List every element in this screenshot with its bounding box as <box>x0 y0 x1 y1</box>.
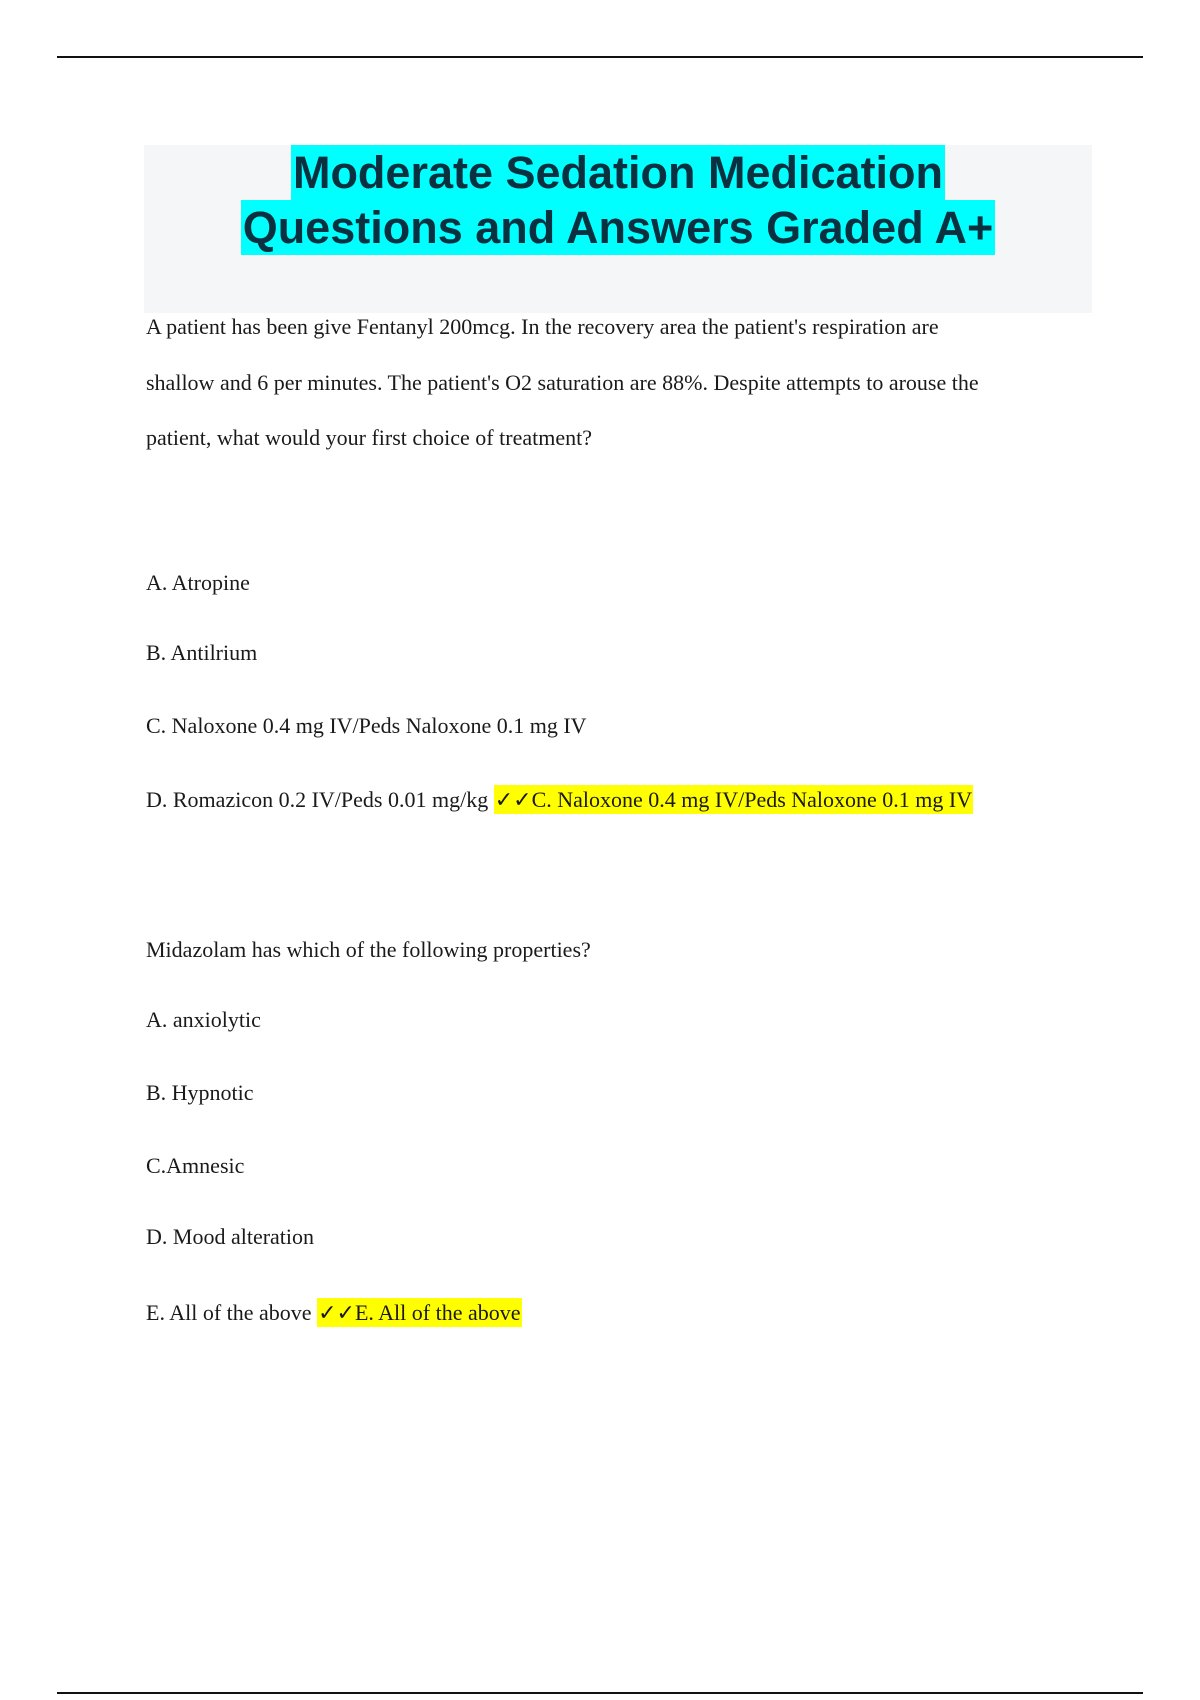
question-1-answer: ✓✓C. Naloxone 0.4 mg IV/Peds Naloxone 0.1 mg IV <box>494 787 973 812</box>
top-rule <box>57 56 1143 58</box>
bottom-rule <box>57 1692 1143 1694</box>
title-line-2: Questions and Answers Graded A+ <box>242 202 994 253</box>
document-title <box>144 145 1092 255</box>
question-2-text: Midazolam has which of the following properties? <box>146 937 591 962</box>
title-line-1: Moderate Sedation Medication <box>292 147 944 198</box>
question-1-line-1: A patient has been give Fentanyl 200mcg. In the recovery area the patient's respiration are <box>146 314 939 339</box>
question-1-option-c: C. Naloxone 0.4 mg IV/Peds Naloxone 0.1 mg IV <box>146 713 587 738</box>
question-2-option-b: B. Hypnotic <box>146 1080 254 1105</box>
question-2-answer: ✓✓E. All of the above <box>318 1300 521 1325</box>
question-1-option-d-row <box>146 787 973 813</box>
question-2-option-e-row <box>146 1300 522 1326</box>
question-1-option-b: B. Antilrium <box>146 640 258 665</box>
question-1-option-d: D. Romazicon 0.2 IV/Peds 0.01 mg/kg <box>146 787 489 812</box>
question-1-option-a: A. Atropine <box>146 570 250 595</box>
question-1-line-2: shallow and 6 per minutes. The patient's O2 saturation are 88%. Despite attempts to arouse the <box>146 370 979 395</box>
question-2-option-c: C.Amnesic <box>146 1153 245 1178</box>
question-2-option-a: A. anxiolytic <box>146 1007 261 1032</box>
question-2-option-d: D. Mood alteration <box>146 1224 315 1249</box>
question-2-option-e: E. All of the above <box>146 1300 312 1325</box>
title-box <box>144 145 1092 313</box>
question-1-line-3: patient, what would your first choice of treatment? <box>146 425 592 450</box>
